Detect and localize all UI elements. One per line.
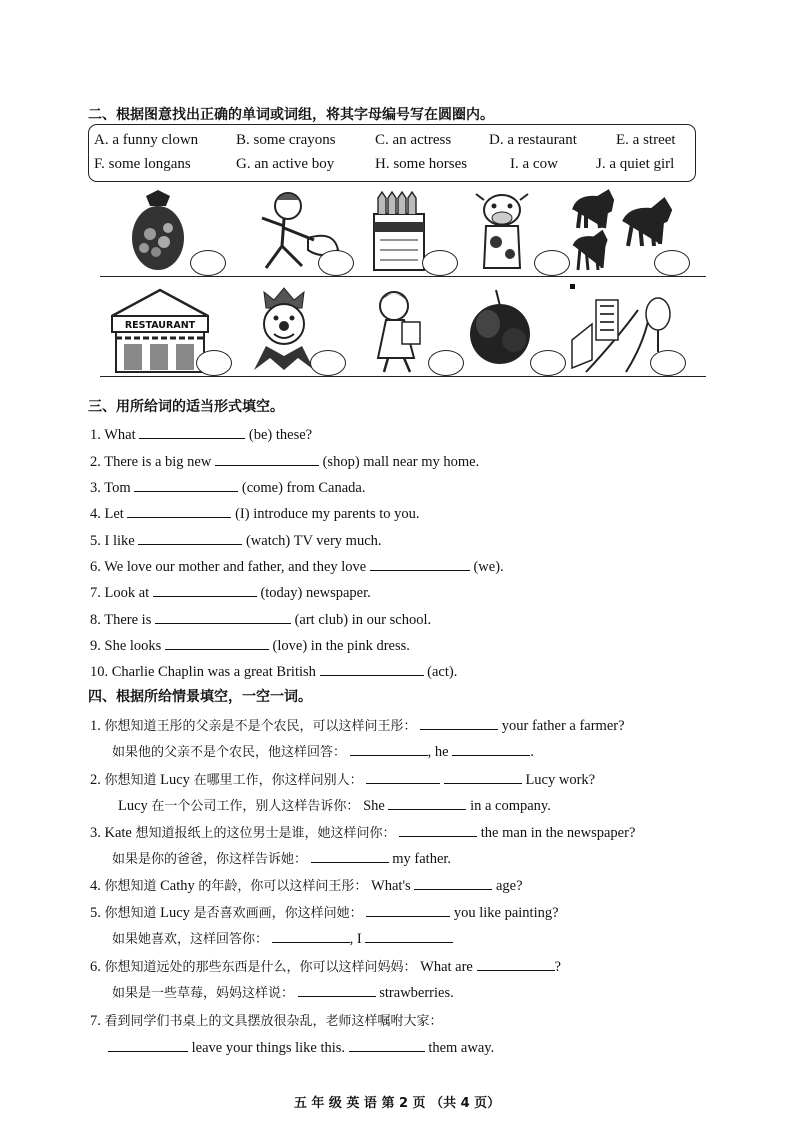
option-b: B. some crayons: [236, 132, 336, 148]
s4-q5-blank-2[interactable]: [272, 928, 350, 943]
cow-picture: [474, 190, 534, 274]
option-f: F. some longans: [94, 156, 191, 172]
s3-blank-5[interactable]: [138, 530, 242, 545]
s4-q6-blank-2[interactable]: [298, 982, 376, 997]
s4-q7-blank-1[interactable]: [108, 1037, 188, 1052]
s3-blank-1[interactable]: [139, 424, 245, 439]
answer-circle-3[interactable]: [422, 250, 458, 276]
answer-circle-9[interactable]: [530, 350, 566, 376]
s4-q6-blank-1[interactable]: [477, 956, 555, 971]
s3-blank-3[interactable]: [134, 477, 238, 492]
plant-picture: [466, 290, 536, 374]
answer-circle-7[interactable]: [310, 350, 346, 376]
s4-q6-line-2: 如果是一些草莓，妈妈这样说： strawberries.: [112, 982, 454, 1002]
answer-circle-1[interactable]: [190, 250, 226, 276]
s4-q2-line-1: 2. 你想知道 Lucy 在哪里工作，你这样问别人： Lucy work?: [90, 769, 595, 789]
s3-item-2: 2. There is a big new (shop) mall near my home.: [90, 451, 479, 471]
s4-q4-blank[interactable]: [414, 875, 492, 890]
s3-item-8: 8. There is (art club) in our school.: [90, 609, 431, 629]
s3-blank-7[interactable]: [153, 582, 257, 597]
answer-circle-2[interactable]: [318, 250, 354, 276]
s3-item-4: 4. Let (I) introduce my parents to you.: [90, 503, 420, 523]
s4-q2-line-2: Lucy 在一个公司工作，别人这样告诉你： She in a company.: [118, 795, 551, 815]
s4-q5-blank-3[interactable]: [365, 928, 453, 943]
s3-blank-4[interactable]: [127, 503, 231, 518]
option-h: H. some horses: [375, 156, 468, 172]
section-2-title: 二、根据图意找出正确的单词或词组，将其字母编号写在圆圈内。: [88, 107, 494, 123]
s4-q4-line: 4. 你想知道 Cathy 的年龄，你可以这样问王彤： What's age?: [90, 875, 523, 895]
page-footer: 五 年 级 英 语 第 2 页 （共 4 页）: [293, 1096, 501, 1111]
option-i: I. a cow: [510, 156, 558, 172]
option-d: D. a restaurant: [489, 132, 577, 148]
s3-item-3: 3. Tom (come) from Canada.: [90, 477, 365, 497]
s3-item-1: 1. What (be) these?: [90, 424, 312, 444]
s4-q1-line-2: 如果他的父亲不是个农民，他这样回答： , he .: [112, 741, 534, 761]
section-4-title: 四、根据所给情景填空，一空一词。: [88, 689, 312, 705]
option-a: A. a funny clown: [94, 132, 199, 148]
answer-circle-8[interactable]: [428, 350, 464, 376]
s4-q2-blank-3[interactable]: [388, 795, 466, 810]
s4-q3-line-1: 3. Kate 想知道报纸上的这位男士是谁，她这样问你： the man in the newspaper?: [90, 822, 635, 842]
s3-blank-6[interactable]: [370, 556, 470, 571]
quiet-girl-picture: [364, 286, 434, 374]
option-e: E. a street: [616, 132, 676, 148]
s4-q7-blank-2[interactable]: [349, 1037, 425, 1052]
answer-circle-6[interactable]: [196, 350, 232, 376]
s4-q1-blank-1[interactable]: [420, 715, 498, 730]
option-j: J. a quiet girl: [596, 156, 675, 172]
restaurant-picture: [110, 286, 210, 374]
s4-q7-line-2: leave your things like this. them away.: [108, 1037, 494, 1057]
answer-circle-10[interactable]: [650, 350, 686, 376]
s3-blank-9[interactable]: [165, 635, 269, 650]
s3-item-5: 5. I like (watch) TV very much.: [90, 530, 382, 550]
picture-row-2-line: [100, 376, 706, 377]
option-c: C. an actress: [375, 132, 452, 148]
crayons-picture: [368, 192, 430, 272]
s4-q1-blank-2[interactable]: [350, 741, 428, 756]
s4-q5-line-2: 如果她喜欢，这样回答你： , I: [112, 928, 453, 948]
answer-circle-4[interactable]: [534, 250, 570, 276]
s3-item-6: 6. We love our mother and father, and they love (we).: [90, 556, 504, 576]
s4-q2-blank-2[interactable]: [444, 769, 522, 784]
s3-item-7: 7. Look at (today) newspaper.: [90, 582, 371, 602]
s3-item-10: 10. Charlie Chaplin was a great British (act).: [90, 661, 457, 681]
s4-q1-blank-3[interactable]: [452, 741, 530, 756]
s4-q2-blank-1[interactable]: [366, 769, 440, 784]
s3-blank-10[interactable]: [320, 661, 424, 676]
answer-circle-5[interactable]: [654, 250, 690, 276]
section-3-title: 三、用所给词的适当形式填空。: [88, 399, 284, 415]
s4-q3-blank-2[interactable]: [311, 848, 389, 863]
s4-q5-blank-1[interactable]: [366, 902, 450, 917]
option-g: G. an active boy: [236, 156, 335, 172]
s3-item-9: 9. She looks (love) in the pink dress.: [90, 635, 410, 655]
s4-q3-line-2: 如果是你的爸爸，你这样告诉她： my father.: [112, 848, 451, 868]
s4-q7-line-1: 7. 看到同学们书桌上的文具摆放很杂乱，老师这样嘱咐大家：: [90, 1013, 443, 1029]
s3-blank-2[interactable]: [215, 451, 319, 466]
longans-picture: [128, 190, 188, 274]
s4-q6-line-1: 6. 你想知道远处的那些东西是什么，你可以这样问妈妈： What are ?: [90, 956, 561, 976]
s4-q5-line-1: 5. 你想知道 Lucy 是否喜欢画画，你这样问她： you like painting?: [90, 902, 559, 922]
s3-blank-8[interactable]: [155, 609, 291, 624]
s4-q1-line-1: 1. 你想知道王彤的父亲是不是个农民，可以这样问王彤： your father a farmer?: [90, 715, 625, 735]
restaurant-sign-text: RESTAURANT: [124, 320, 196, 331]
s4-q3-blank-1[interactable]: [399, 822, 477, 837]
